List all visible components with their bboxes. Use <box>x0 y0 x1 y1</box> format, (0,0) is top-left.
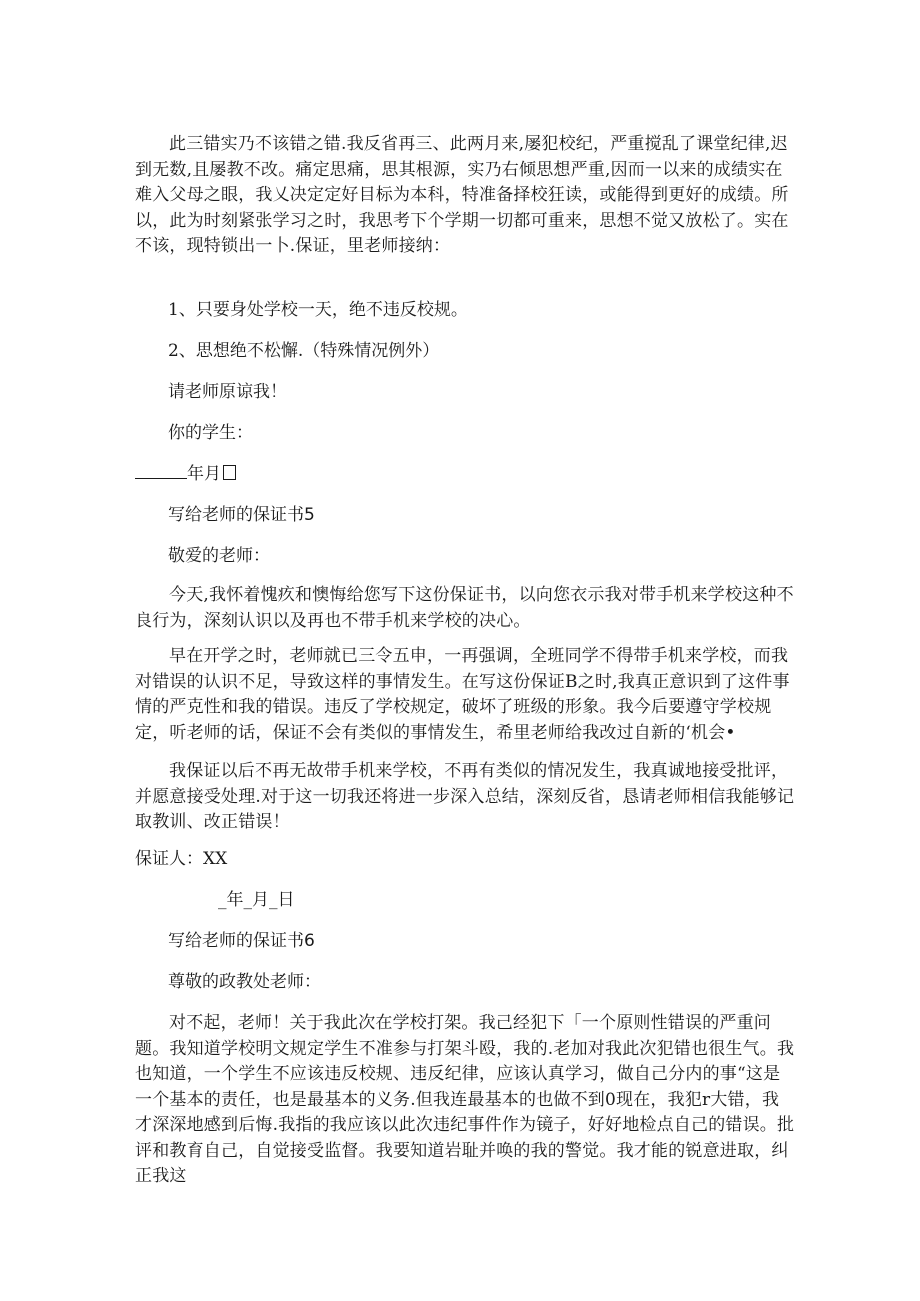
guarantor-line: 保证人：XX <box>135 849 228 869</box>
placeholder-box-icon <box>223 465 236 480</box>
date-line-1 <box>135 462 236 487</box>
heading-text: 写给老师的保证书 <box>168 505 304 525</box>
heading-guarantee-5 <box>168 503 315 528</box>
signature-blank <box>135 462 187 479</box>
date-text: 年月 <box>187 464 221 484</box>
paragraph-phone-confession: 今天,我怀着愧疚和懊悔给您写下这份保证书，以向您衣示我对带手机来学校这种不良行为，深刻认识以及再也不带手机来学校的决心。 <box>135 585 794 631</box>
paragraph-misconduct-reflection: 此三错实乃不该错之错.我反省再三、此两月来,屡犯校纪，严重搅乱了课堂纪律,迟到无数,且屡教不改。痛定思痛，思其根源，实乃右倾思想严重,因而一以来的成绩实在难入父母之眼，我乂决定定好目标为本科，特准备择校狂读，或能得到更好的成绩。所以，此为时刻紧张学习之时，我思考下个学期一切都可重来，思想不觉又放松了。实在不该，现特锁出一卜.保证，里老师接纳： <box>135 134 789 256</box>
paragraph-fight-apology: 对不起，老师！关于我此次在学校打架。我己经犯下「一个原则性错误的严重问题。我知道学校明文规定学生不准参与打架斗殴，我的.老加对我此次犯错也很生气。我也知道，一个学生不应该违反校规、违反纪律，应该认真学习，做自己分内的事“这是一个基本的责任，也是最基本的义务.但我连最基本的也做不到0现在，我犯r大错，我才深深地感到后悔.我指的我应该以此次违纪事件作为镜子，好好地检点自己的错误。批评和教育自己，自觉接受监督。我要知道岩耻并唤的我的警觉。我才能的锐意进取，纠正我这 <box>135 1013 795 1186</box>
heading-text: 写给老师的保证书 <box>168 931 304 951</box>
list-item-1: 1、只要身处学校一天，绝不违反校规。 <box>168 300 468 320</box>
apology-line: 请老师原谅我！ <box>168 382 287 402</box>
heading-guarantee-6 <box>168 929 315 954</box>
heading-number: 5 <box>304 505 315 525</box>
list-item-2: 2、思想绝不松懈.（特殊情况例外） <box>168 341 440 361</box>
heading-number: 6 <box>304 931 315 951</box>
paragraph-phone-rules: 早在开学之时，老师就已三令五申，一再强调，全班同学不得带手机来学校，而我对错误的认识不足，导致这样的事情发生。在写这份保证B之时,我真正意识到了这件事情的严克性和我的错误。违反了学校规定，破坏了班级的形象。我今后要遵守学校规定，听老师的话，保证不会有类似的事情发生，希里老师给我改过自新的‘机会• <box>135 646 790 743</box>
paragraph-phone-promise: 我保证以后不再无故带手机来学校，不再有类似的情况发生，我真诚地接受批评，并愿意接受处理.对于这一切我还将进一步深入总结，深刻反省，恳请老师相信我能够记取教训、改正错误！ <box>135 761 795 832</box>
date-line-2: _年_月_日 <box>218 890 295 910</box>
greeting-political-office: 尊敬的政教处老师： <box>168 972 321 992</box>
student-signoff: 你的学生： <box>168 423 253 443</box>
greeting-teacher: 敬爱的老师： <box>168 546 270 566</box>
